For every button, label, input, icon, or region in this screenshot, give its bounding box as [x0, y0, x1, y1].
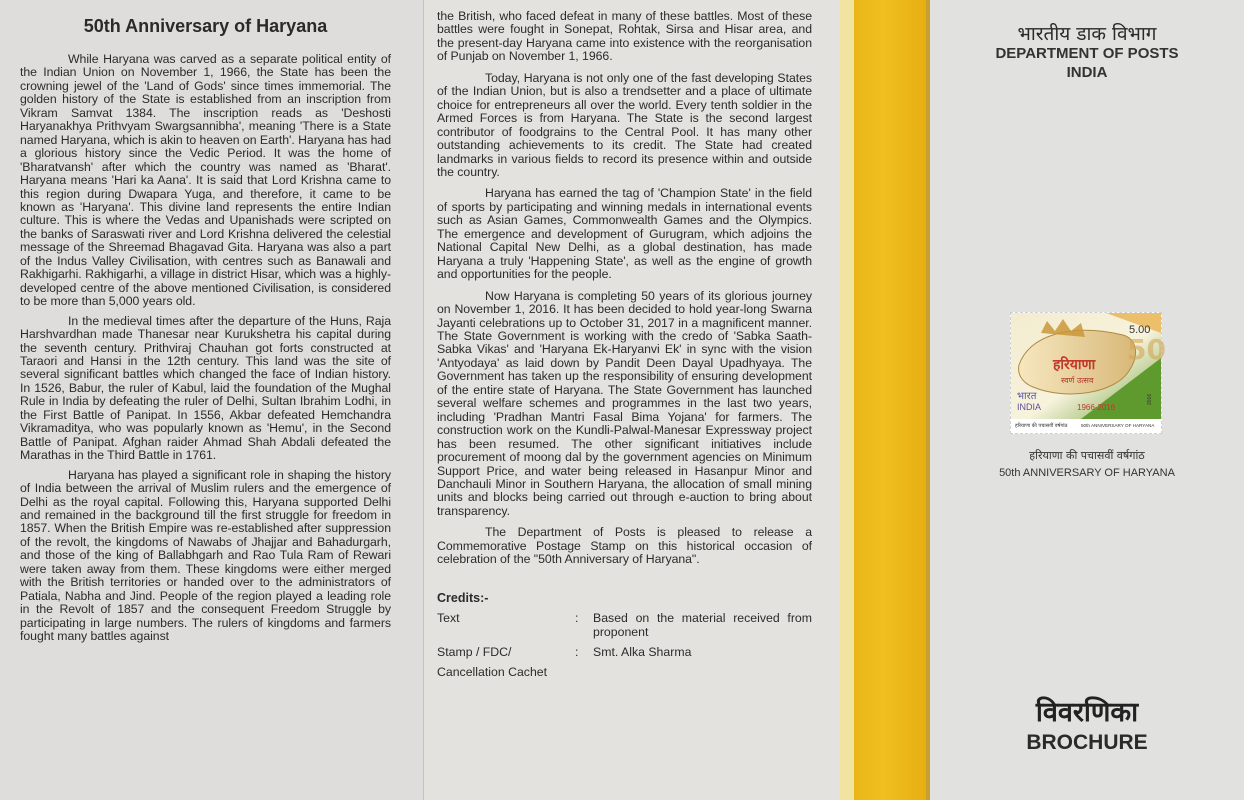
credit-row-cachet — [437, 665, 812, 679]
postage-stamp — [1010, 312, 1166, 434]
credit-label: Stamp / FDC/ — [437, 644, 512, 659]
credit-value: Based on the material received from proponent — [593, 610, 812, 639]
history-paragraph-2: In the medieval times after the departure of the Huns, Raja Harshvardhan made Thanesar near Kurukshetra his capital during the seventh century. Prithviraj Chauhan got forts constructed at Taraori and Hansi in the 12th century. This land was the site of several significant battles which changed the face of Indian history. In 1526, Babur, the ruler of Kabul, laid the foundation of the Mughal Rule in India by defeating the ruler of Delhi, Sultan Ibrahim Lodhi, in the First Battle of Panipat. In 1556, Akbar defeated Hemchandra Vikramaditya, who was popularly known as 'Hemu', in the Second Battle of Panipat. Afghan raider Ahmad Shah Abdali defeated the Marathas in the Third Battle in 1761. — [20, 313, 391, 463]
sports-paragraph: Haryana has earned the tag of 'Champion State' in the field of sports by participating and winning medals in international events such as Asian Games, Commonwealth Games and the Olympics. The emergence and development of Gurugram, which adjoins the National Capital New Delhi, as a global destination, has made Haryana a truly 'Happening State', as well as the engine of growth and opportunities for the people. — [437, 186, 812, 282]
stamp-artwork — [1011, 313, 1166, 433]
stamp-fifty-numeral: 50 — [1127, 333, 1166, 366]
page-title: 50th Anniversary of Haryana — [83, 16, 328, 36]
department-line-1: DEPARTMENT OF POSTS — [995, 45, 1179, 62]
golden-jubilee-paragraph: Now Haryana is completing 50 years of its glorious journey on November 1, 2016. It has been decided to hold year-long Swarna Jayanti celebrations up to October 31, 2017 in a magnificent manner. The State Government is working with the credo of 'Sabka Saath-Sabka Vikas' and 'Haryana Ek-Haryanvi Ek' in sync with the vision 'Antyodaya' as laid down by Pandit Deen Dayal Upadhyaya. The Government has taken up the responsibility of ensuring development of the entire state of Haryana. The State Government has launched several welfare schemes and programmes in the last two years, including 'Pradhan Mantri Fasal Bima Yojana' for farmers. The construction work on the Kundli-Palwal-Manesar Expressway project has been resumed. The other significant initiatives include procurement of moong dal by the government agencies on Minimum Support Price, and water being released in Hasanpur Minor and Danchauli Minor in Southern Haryana, the allocation of small mining units and blocks being carried out through e-auction to bring about transparency. — [437, 288, 812, 518]
stamp-strip-hindi: हरियाणा की पचासवीं वर्षगांठ — [1015, 423, 1068, 429]
release-paragraph: The Department of Posts is pleased to release a Commemorative Postage Stamp on this historical occasion of celebration of the "50th Anniversary of Haryana". — [437, 525, 812, 567]
brochure-title-hindi: विवरणिका — [1035, 697, 1139, 728]
credit-value: Smt. Alka Sharma — [593, 644, 692, 659]
credit-row-text — [437, 611, 812, 639]
history-paragraph-3: Haryana has played a significant role in shaping the history of India between the arrival of Muslim rulers and the emergence of Delhi as the royal capital. Following this, Haryana supported Delhi and remained in the background till the first struggle for freedom in 1857. When the British Empire was re-established after suppression of the revolt, the kingdoms of Nawabs of Jhajjar and Bahadurgarh, and those of the king of Ballabhgarh and Rao Tula Ram of Rewari were taken away from them. These kingdoms were either merged with the British territories or handed over to the administrators of Patiala, Nabha and Jind. People of the region played a leading role in the Revolt of 1857 and the consequent Freedom Struggle by participating in large numbers. The rulers of kingdoms and farmers fought many battles against — [20, 467, 391, 644]
stamp-caption-english: 50th ANNIVERSARY OF HARYANA — [999, 467, 1175, 479]
history-paragraph-1: While Haryana was carved as a separate political entity of the Indian Union on November 1, 1966, the State has been the crowning jewel of the 'Land of Gods' since times immemorial. The golden history of the State is established from an inscription from Vikram Samvat 1384. The inscription reads as 'Deshosti Haryanakhya Prithvyam Swargsannibha', meaning 'There is a State named Haryana, which is akin to heaven on Earth'. Haryana has had a glorious history since the Vedic Period. It was the home of 'Bharatvansh' after which the country was named as 'Bharat'. Haryana means 'Hari ka Aana'. It is said that Lord Krishna came to this region during Dwapara Yuga, and therefore, it came to be known as 'Haryana'. This divine land represents the entire Indian culture. This is where the Vedas and Upanishads were scripted on the banks of Saraswati river and Lord Krishna delivered the celestial message of the Shreemad Bhagavad Gita. Haryana was also a part of the Indus Valley Civilisation, with centres such as Banawali and Rakhigarhi. Rakhigarhi, a village in district Hisar, which was a highly-developed centre of the above mentioned Civilisation, is considered to be more than 5,000 years old. — [20, 52, 391, 309]
spine-light-stripe — [840, 0, 854, 800]
department-line-2: INDIA — [1066, 64, 1108, 81]
credits-heading: Credits:- — [437, 590, 489, 605]
credit-colon: : — [575, 610, 579, 625]
continuation-paragraph: the British, who faced defeat in many of these battles. Most of these battles were fought in Sonepat, Rohtak, Sirsa and Hisar area, and the present-day Haryana came into existence with the reorganisation of Punjab on November 1, 1966. — [437, 9, 812, 64]
spine-gold-stripe — [854, 0, 926, 800]
stamp-caption-hindi: हरियाणा की पचासवीं वर्षगांठ — [1029, 449, 1145, 462]
development-paragraph: Today, Haryana is not only one of the fast developing States of the Indian Union, but is also a trendsetter and a place of ultimate choice for entrepreneurs all over the world. Every tenth soldier in the Armed Forces is from Haryana. The State is the second largest contributor of foodgrains to the Central Pool. It has many other outstanding achievements to its credit. The State had created landmarks in various fields to record its presence within and outside the country. — [437, 70, 812, 179]
credit-colon: : — [575, 644, 579, 659]
credit-label: Cancellation Cachet — [437, 664, 548, 679]
stamp-years: 1966-2016 — [1077, 403, 1116, 412]
stamp-year-side: 2016 — [1147, 393, 1153, 405]
cover-panel — [930, 0, 1244, 800]
stamp-value: 5.00 — [1129, 324, 1151, 336]
stamp-emblem-hindi-2: स्वर्ण उत्सव — [1061, 376, 1094, 385]
stamp-emblem-hindi: हरियाणा — [1053, 357, 1096, 373]
stamp-strip-english: 50th ANNIVERSARY OF HARYANA — [1081, 423, 1155, 428]
department-name-english — [930, 44, 1244, 82]
stamp-country-english: INDIA — [1017, 402, 1042, 412]
credit-label: Text — [437, 610, 460, 625]
middle-panel — [423, 0, 840, 800]
left-panel — [0, 0, 423, 800]
department-name-hindi: भारतीय डाक विभाग — [1017, 23, 1157, 45]
brochure-title-english: BROCHURE — [1026, 731, 1148, 754]
credit-row-stamp — [437, 645, 812, 659]
stamp-country-hindi: भारत — [1017, 391, 1037, 402]
